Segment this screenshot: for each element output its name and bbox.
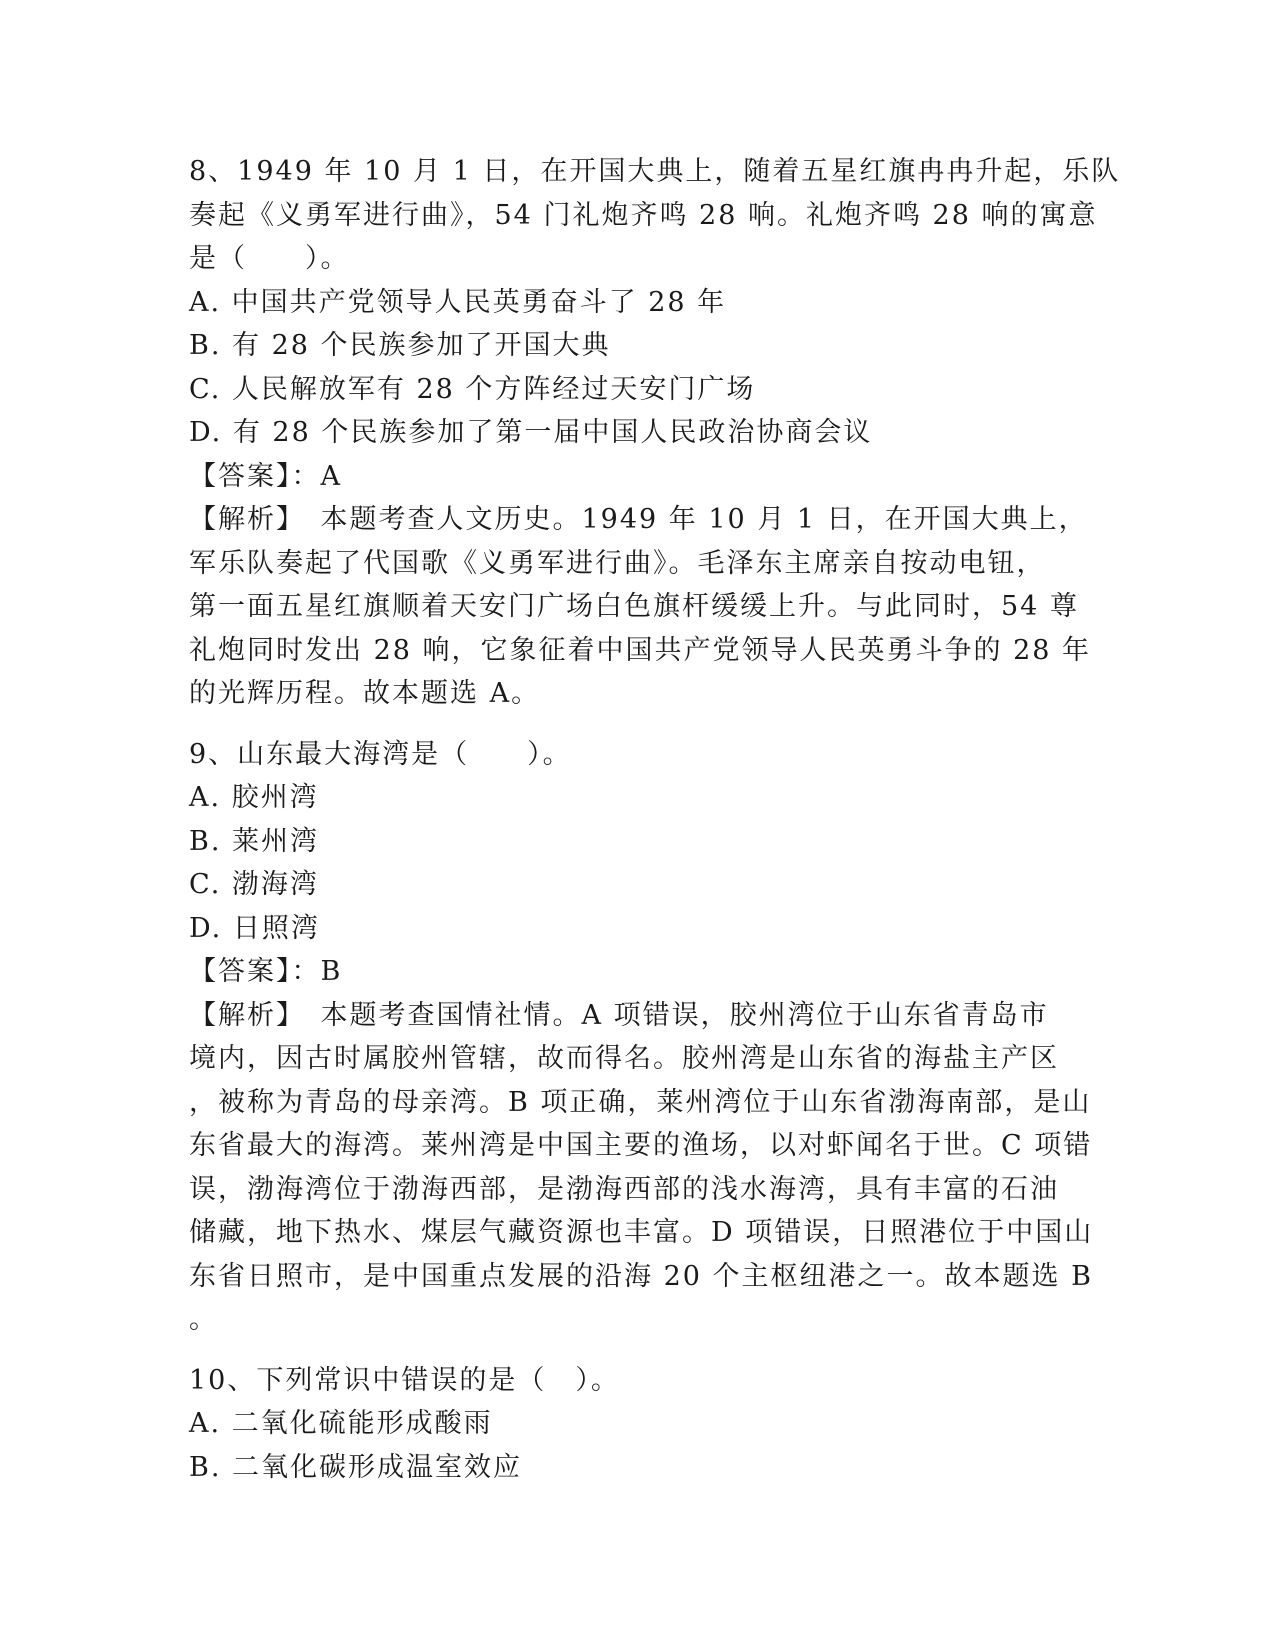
analysis-line: 礼炮同时发出 28 响，它象征着中国共产党领导人民英勇斗争的 28 年 (189, 634, 1092, 666)
question-10 (189, 1359, 1079, 1490)
analysis-line: 误，渤海湾位于渤海西部，是渤海西部的浅水海湾，具有丰富的石油 (189, 1173, 1059, 1205)
option-b: B. 二氧化碳形成温室效应 (189, 1451, 523, 1483)
analysis-line: 储藏，地下热水、煤层气藏资源也丰富。D 项错误，日照港位于中国山 (189, 1217, 1094, 1248)
text-column (189, 150, 1121, 1489)
analysis-line: 军乐队奏起了代国歌《义勇军进行曲》。毛泽东主席亲自按动电钮， (189, 547, 1046, 579)
answer-line: 【答案】：A (189, 460, 342, 492)
analysis-line: 东省最大的海湾。莱州湾是中国主要的渔场，以对虾闻名于世。C 项错 (189, 1130, 1093, 1161)
question-stem-line: 是（ ）。 (189, 243, 350, 274)
question-9 (189, 733, 1094, 1342)
question-stem-line: 9、山东最大海湾是（ ）。 (189, 738, 572, 770)
option-c: C. 人民解放军有 28 个方阵经过天安门广场 (189, 373, 756, 405)
question-stem-line: 8、1949 年 10 月 1 日，在开国大典上，随着五星红旗冉冉升起，乐队 (189, 156, 1121, 187)
analysis-line: ，被称为青岛的母亲湾。B 项正确，莱州湾位于山东省渤海南部，是山 (189, 1086, 1092, 1118)
answer-line: 【答案】：B (189, 956, 343, 987)
analysis-line: 境内，因古时属胶州管辖，故而得名。胶州湾是山东省的海盐主产区 (189, 1043, 1059, 1074)
option-b: B. 莱州湾 (189, 825, 320, 857)
question-stem-line: 10、下列常识中错误的是（ ）。 (189, 1364, 620, 1396)
analysis-line: 东省日照市，是中国重点发展的沿海 20 个主枢纽港之一。故本题选 B (189, 1260, 1093, 1292)
option-c: C. 渤海湾 (189, 869, 319, 900)
option-d: D. 有 28 个民族参加了第一届中国人民政治协商会议 (189, 417, 873, 448)
analysis-line: 。 (189, 1304, 218, 1335)
analysis-line: 第一面五星红旗顺着天安门广场白色旗杆缓缓上升。与此同时，54 尊 (189, 591, 1079, 622)
option-b: B. 有 28 个民族参加了开国大典 (189, 330, 611, 361)
analysis-line: 【解析】 本题考查国情社情。A 项错误，胶州湾位于山东省青岛市 (189, 999, 1049, 1031)
option-a: A. 胶州湾 (189, 782, 319, 813)
option-a: A. 二氧化硫能形成酸雨 (189, 1408, 493, 1439)
question-gap (189, 716, 1079, 733)
analysis-line: 【解析】 本题考查人文历史。1949 年 10 月 1 日，在开国大典上， (189, 504, 1088, 535)
analysis-line: 的光辉历程。故本题选 A。 (189, 678, 541, 709)
question-8 (189, 150, 1121, 716)
option-d: D. 日照湾 (189, 912, 320, 944)
question-gap (189, 1342, 1079, 1359)
question-stem-line: 奏起《义勇军进行曲》，54 门礼炮齐鸣 28 响。礼炮齐鸣 28 响的寓意 (189, 199, 1098, 231)
option-a: A. 中国共产党领导人民英勇奋斗了 28 年 (189, 286, 727, 318)
